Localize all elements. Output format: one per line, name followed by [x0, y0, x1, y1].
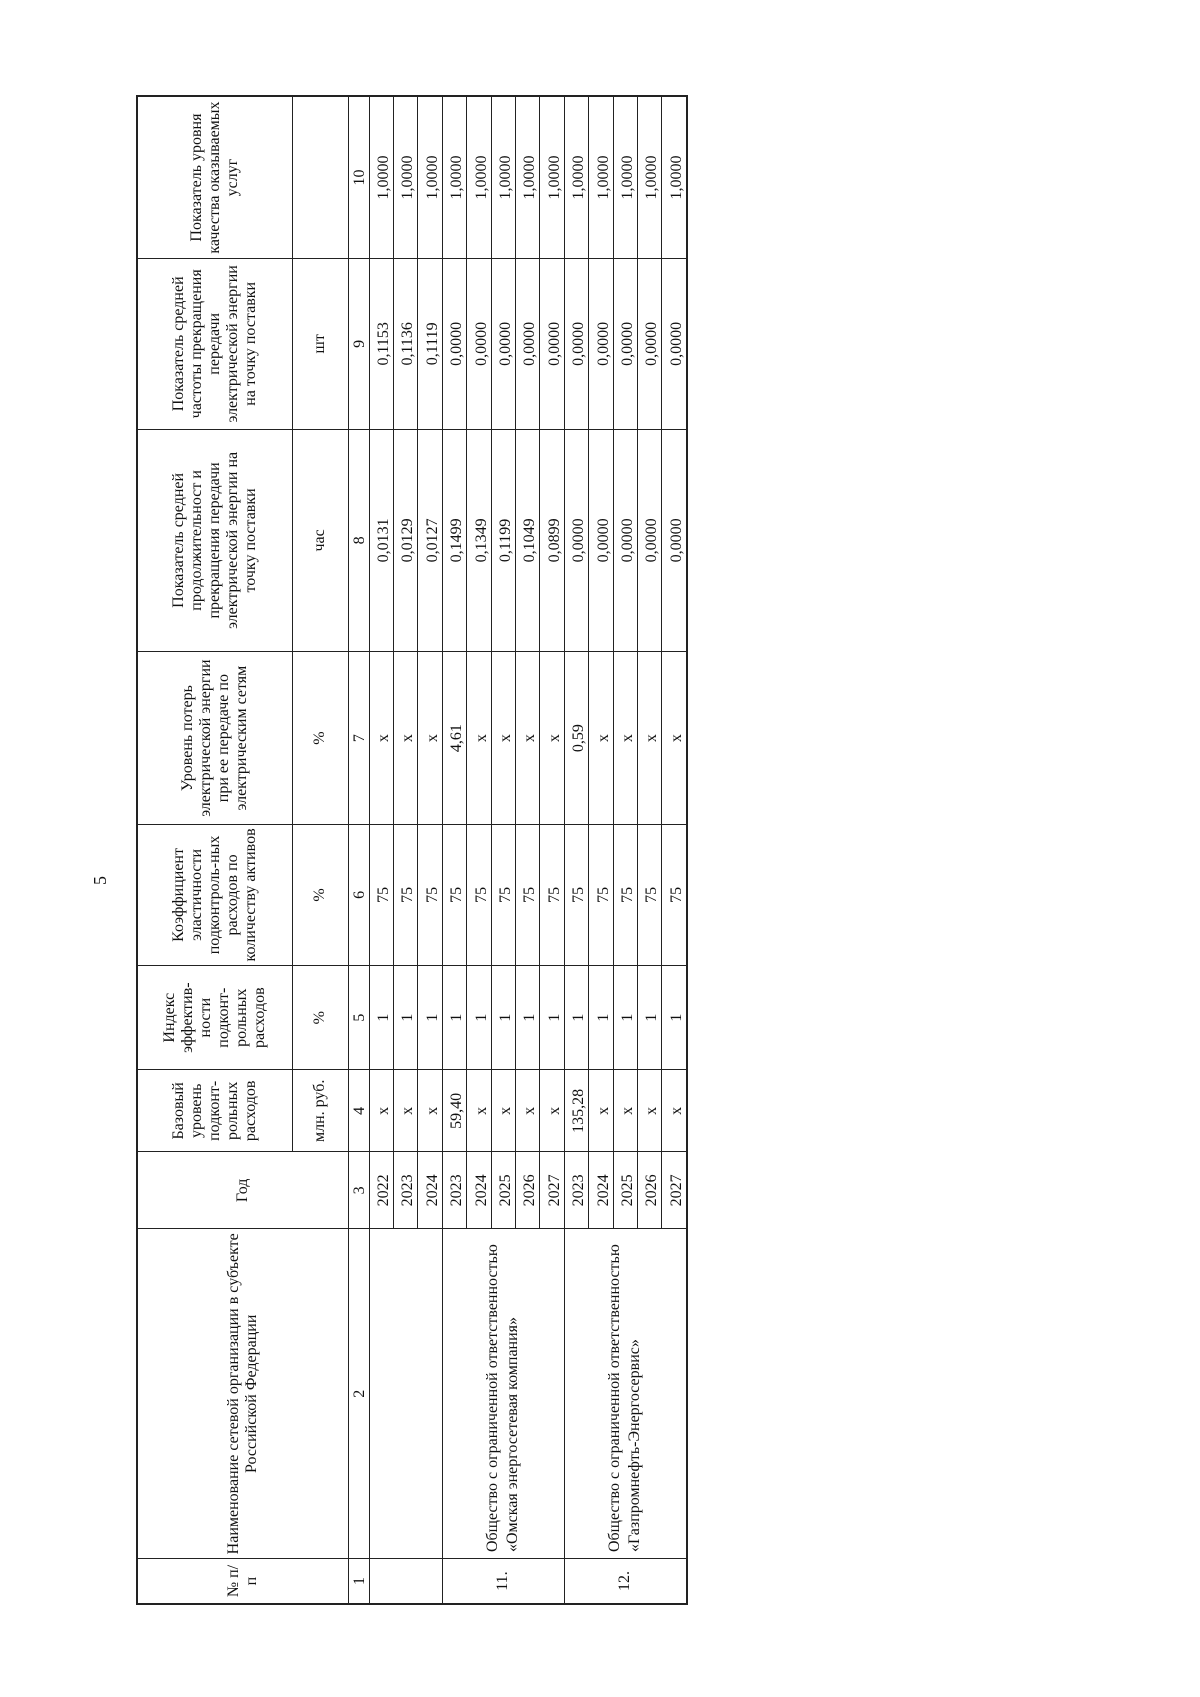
row-number: 12.: [564, 1559, 687, 1604]
cell-index: 1: [467, 965, 491, 1070]
header-loss: Уровень потерь электрической энергии при ее передаче по электрическим сетям: [137, 652, 292, 825]
unit-duration: час: [292, 429, 348, 652]
cell-frequency: 0,0000: [564, 259, 588, 429]
organization-name: [369, 1229, 442, 1559]
unit-frequency: шт: [292, 259, 348, 429]
page-number: 5: [90, 876, 110, 885]
cell-coef: 75: [564, 824, 588, 965]
column-number: 4: [348, 1070, 369, 1152]
unit-index: %: [292, 965, 348, 1070]
cell-loss: x: [540, 652, 564, 825]
cell-loss: x: [467, 652, 491, 825]
cell-coef: 75: [442, 824, 466, 965]
cell-index: 1: [369, 965, 393, 1070]
cell-quality: 1,0000: [613, 96, 637, 259]
cell-index: 1: [662, 965, 687, 1070]
cell-coef: 75: [515, 824, 539, 965]
column-number: 7: [348, 652, 369, 825]
cell-quality: 1,0000: [637, 96, 661, 259]
cell-base: x: [662, 1070, 687, 1152]
cell-duration: 0,0000: [637, 429, 661, 652]
cell-base: x: [589, 1070, 613, 1152]
indicators-table: [136, 95, 688, 1605]
cell-base: 59,40: [442, 1070, 466, 1152]
cell-frequency: 0,0000: [515, 259, 539, 429]
cell-base: x: [393, 1070, 417, 1152]
cell-duration: 0,1199: [491, 429, 515, 652]
cell-year: 2024: [589, 1152, 613, 1229]
cell-loss: x: [491, 652, 515, 825]
rotated-table-wrapper: [136, 95, 688, 1605]
cell-coef: 75: [589, 824, 613, 965]
cell-base: x: [491, 1070, 515, 1152]
cell-base: x: [515, 1070, 539, 1152]
cell-quality: 1,0000: [418, 96, 442, 259]
cell-quality: 1,0000: [515, 96, 539, 259]
cell-frequency: 0,0000: [613, 259, 637, 429]
cell-year: 2027: [662, 1152, 687, 1229]
unit-loss: %: [292, 652, 348, 825]
unit-quality: [292, 96, 348, 259]
cell-duration: 0,1499: [442, 429, 466, 652]
cell-year: 2023: [564, 1152, 588, 1229]
cell-duration: 0,0000: [662, 429, 687, 652]
cell-year: 2025: [491, 1152, 515, 1229]
cell-base: x: [467, 1070, 491, 1152]
cell-coef: 75: [540, 824, 564, 965]
cell-quality: 1,0000: [540, 96, 564, 259]
cell-duration: 0,0131: [369, 429, 393, 652]
cell-quality: 1,0000: [467, 96, 491, 259]
cell-quality: 1,0000: [564, 96, 588, 259]
cell-index: 1: [418, 965, 442, 1070]
cell-loss: 4,61: [442, 652, 466, 825]
cell-loss: x: [637, 652, 661, 825]
cell-index: 1: [515, 965, 539, 1070]
cell-coef: 75: [369, 824, 393, 965]
cell-duration: 0,0899: [540, 429, 564, 652]
cell-duration: 0,1349: [467, 429, 491, 652]
cell-coef: 75: [418, 824, 442, 965]
cell-index: 1: [613, 965, 637, 1070]
header-base: Базовый уровень подконт-рольных расходов: [137, 1070, 292, 1152]
organization-name: Общество с ограниченной ответственностью «Газпромнефть-Энергосервис»: [564, 1229, 687, 1559]
header-year: Год: [137, 1152, 348, 1229]
cell-year: 2026: [515, 1152, 539, 1229]
cell-duration: 0,0000: [564, 429, 588, 652]
cell-year: 2025: [613, 1152, 637, 1229]
row-number: 11.: [442, 1559, 564, 1604]
column-number: 1: [348, 1559, 369, 1604]
column-number: 3: [348, 1152, 369, 1229]
cell-base: x: [613, 1070, 637, 1152]
cell-quality: 1,0000: [491, 96, 515, 259]
cell-loss: x: [418, 652, 442, 825]
cell-year: 2023: [393, 1152, 417, 1229]
cell-index: 1: [589, 965, 613, 1070]
cell-quality: 1,0000: [662, 96, 687, 259]
cell-base: x: [369, 1070, 393, 1152]
cell-frequency: 0,0000: [662, 259, 687, 429]
header-duration: Показатель средней продолжительност и прекращения передачи электрической энергии на точку поставки: [137, 429, 292, 652]
cell-loss: x: [589, 652, 613, 825]
cell-duration: 0,0127: [418, 429, 442, 652]
cell-frequency: 0,0000: [589, 259, 613, 429]
cell-index: 1: [442, 965, 466, 1070]
table-row: [369, 96, 393, 1604]
cell-coef: 75: [467, 824, 491, 965]
column-number: 9: [348, 259, 369, 429]
column-number: 5: [348, 965, 369, 1070]
header-quality: Показатель уровня качества оказываемых услуг: [137, 96, 292, 259]
header-coef: Коэффициент эластичности подконтроль-ных расходов по количеству активов: [137, 824, 292, 965]
cell-coef: 75: [613, 824, 637, 965]
cell-loss: x: [393, 652, 417, 825]
cell-index: 1: [564, 965, 588, 1070]
cell-base: 135,28: [564, 1070, 588, 1152]
cell-base: x: [637, 1070, 661, 1152]
cell-coef: 75: [662, 824, 687, 965]
unit-base: млн. руб.: [292, 1070, 348, 1152]
cell-index: 1: [540, 965, 564, 1070]
cell-year: 2023: [442, 1152, 466, 1229]
header-frequency: Показатель средней частоты прекращения передачи электрической энергии на точку поставки: [137, 259, 292, 429]
row-number: [369, 1559, 442, 1604]
column-number: 8: [348, 429, 369, 652]
cell-index: 1: [491, 965, 515, 1070]
cell-year: 2027: [540, 1152, 564, 1229]
cell-frequency: 0,1136: [393, 259, 417, 429]
cell-year: 2024: [418, 1152, 442, 1229]
column-number: 6: [348, 824, 369, 965]
cell-frequency: 0,1119: [418, 259, 442, 429]
cell-duration: 0,0129: [393, 429, 417, 652]
cell-quality: 1,0000: [393, 96, 417, 259]
cell-frequency: 0,1153: [369, 259, 393, 429]
cell-duration: 0,1049: [515, 429, 539, 652]
cell-coef: 75: [393, 824, 417, 965]
organization-name: Общество с ограниченной ответственностью «Омская энергосетевая компания»: [442, 1229, 564, 1559]
cell-frequency: 0,0000: [637, 259, 661, 429]
cell-year: 2026: [637, 1152, 661, 1229]
unit-coef: %: [292, 824, 348, 965]
cell-coef: 75: [491, 824, 515, 965]
cell-base: x: [418, 1070, 442, 1152]
cell-frequency: 0,0000: [491, 259, 515, 429]
cell-loss: x: [515, 652, 539, 825]
cell-loss: x: [662, 652, 687, 825]
cell-duration: 0,0000: [613, 429, 637, 652]
cell-coef: 75: [637, 824, 661, 965]
cell-index: 1: [637, 965, 661, 1070]
cell-index: 1: [393, 965, 417, 1070]
cell-year: 2022: [369, 1152, 393, 1229]
cell-loss: 0,59: [564, 652, 588, 825]
column-number: 10: [348, 96, 369, 259]
cell-loss: x: [613, 652, 637, 825]
cell-quality: 1,0000: [369, 96, 393, 259]
column-number: 2: [348, 1229, 369, 1559]
table-body: [369, 96, 687, 1604]
cell-duration: 0,0000: [589, 429, 613, 652]
cell-quality: 1,0000: [442, 96, 466, 259]
cell-base: x: [540, 1070, 564, 1152]
header-index: Индекс эффектив-ности подконт-рольных расходов: [137, 965, 292, 1070]
table-row: [442, 96, 466, 1604]
cell-quality: 1,0000: [589, 96, 613, 259]
cell-frequency: 0,0000: [540, 259, 564, 429]
cell-frequency: 0,0000: [467, 259, 491, 429]
cell-year: 2024: [467, 1152, 491, 1229]
header-num: № п/п: [137, 1559, 348, 1604]
header-name: Наименование сетевой организации в субъекте Российской Федерации: [137, 1229, 348, 1559]
cell-loss: x: [369, 652, 393, 825]
cell-frequency: 0,0000: [442, 259, 466, 429]
table-row: [564, 96, 588, 1604]
